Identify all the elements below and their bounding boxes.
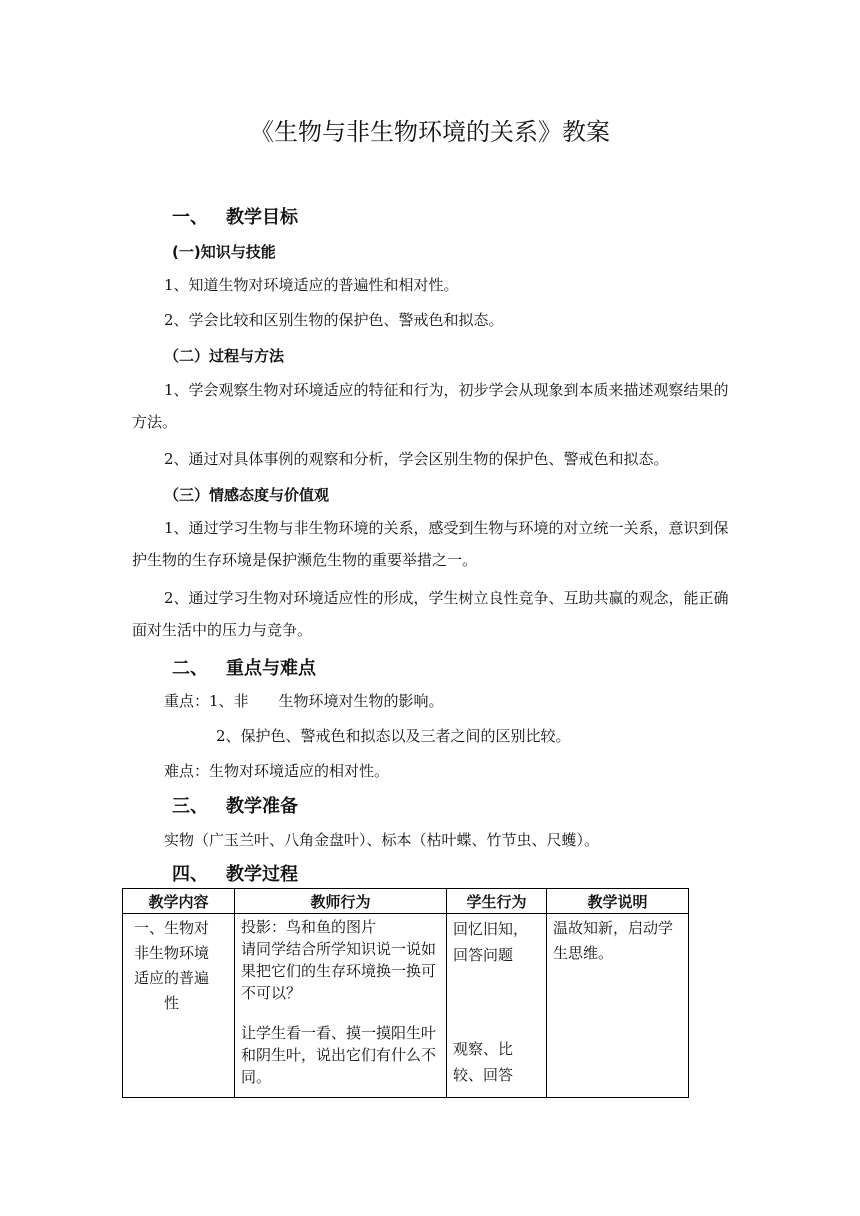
process-item-1: 1、学会观察生物对环境适应的特征和行为，初步学会从现象到本质来描述观察结果的方法。	[132, 381, 729, 431]
knowledge-item-1: 1、知道生物对环境适应的普遍性和相对性。	[164, 276, 459, 294]
teacher-step-2: 请同学结合所学知识说一说如果把它们的生存环境换一换可不可以？	[241, 940, 437, 1002]
cell-notes: 温故知新，启动学生思维。	[547, 914, 689, 1098]
section-heading-preparation	[172, 792, 298, 818]
subheading-process: （二）过程与方法	[164, 347, 285, 365]
difficulty: 难点：生物对环境适应的相对性。	[164, 762, 390, 780]
section-number: 一、	[172, 207, 208, 228]
key-point-2: 2、保护色、警戒色和拟态以及三者之间的区别比较。	[216, 727, 571, 745]
section-number: 四、	[172, 864, 208, 885]
section-title: 教学目标	[226, 207, 298, 228]
cell-content: 一、生物对非生物环境适应的普遍性	[123, 914, 235, 1098]
knowledge-item-2: 2、学会比较和区别生物的保护色、警戒色和拟态。	[164, 311, 504, 329]
attitude-item-1: 1、通过学习生物与非生物环境的关系，感受到生物与环境的对立统一关系，意识到保护生物的生存环境是保护濒危生物的重要举措之一。	[132, 519, 729, 569]
section-title: 教学过程	[226, 864, 298, 885]
subheading-knowledge: (一)知识与技能	[172, 243, 276, 261]
section-number: 三、	[172, 796, 208, 817]
cell-student	[447, 914, 547, 1098]
teacher-step-1: 投影：鸟和鱼的图片	[241, 918, 377, 936]
document-title: 《生物与非生物环境的关系》教案	[250, 118, 610, 146]
section-heading-process	[172, 860, 298, 886]
header-teacher: 教师行为	[235, 889, 447, 914]
process-item-2: 2、通过对具体事例的观察和分析，学会区别生物的保护色、警戒色和拟态。	[164, 450, 669, 468]
student-step-1: 回忆旧知，回答问题	[453, 920, 529, 964]
teacher-step-3: 让学生看一看、摸一摸阳生叶和阴生叶，说出它们有什么不同。	[241, 1024, 437, 1086]
section-title: 教学准备	[226, 796, 298, 817]
cell-teacher	[235, 914, 447, 1098]
subheading-attitude: （三）情感态度与价值观	[164, 486, 330, 504]
teaching-process-table	[122, 888, 689, 1098]
header-content: 教学内容	[123, 889, 235, 914]
header-student: 学生行为	[447, 889, 547, 914]
preparation-text: 实物（广玉兰叶、八角金盘叶）、标本（枯叶蝶、竹节虫、尺蠖）。	[164, 831, 600, 849]
section-number: 二、	[172, 658, 208, 679]
header-notes: 教学说明	[547, 889, 689, 914]
table-row	[123, 914, 689, 1098]
attitude-item-2: 2、通过学习生物对环境适应性的形成，学生树立良性竞争、互助共赢的观念，能正确面对生活中的压力与竞争。	[132, 589, 729, 639]
section-title: 重点与难点	[226, 658, 316, 679]
key-point-1: 重点：1、非 生物环境对生物的影响。	[164, 692, 444, 710]
table-header-row	[123, 889, 689, 914]
section-heading-key-points	[172, 654, 316, 680]
section-heading-objectives	[172, 203, 298, 229]
student-step-2: 观察、比较、回答	[453, 1040, 514, 1084]
